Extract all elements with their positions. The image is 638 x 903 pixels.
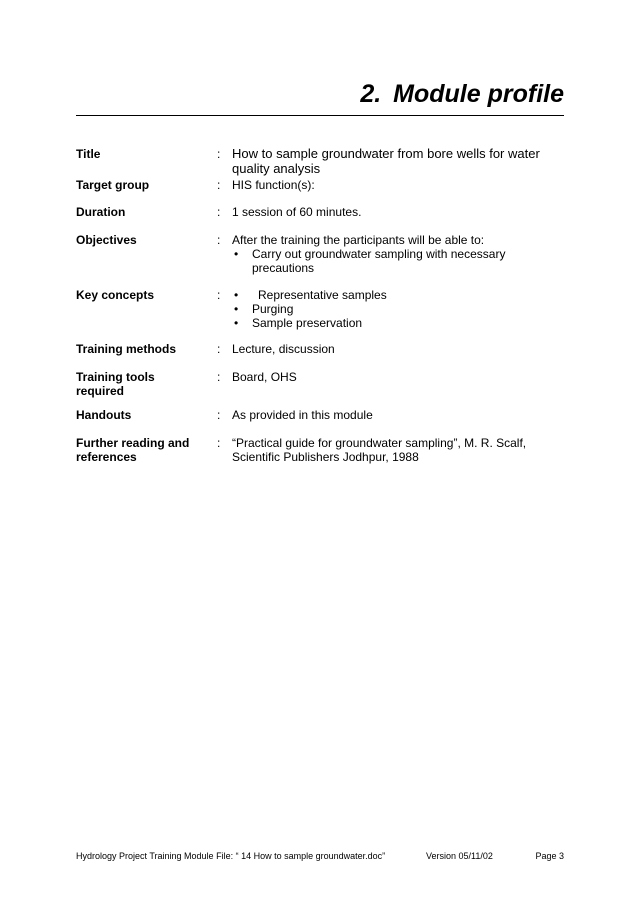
footer-page-number: Page 3 — [535, 851, 564, 861]
row-colon: : — [217, 147, 221, 161]
key-concepts-list — [232, 288, 562, 330]
row-label: Further reading and references — [76, 436, 190, 464]
row-colon: : — [217, 288, 221, 302]
row-value — [232, 233, 562, 275]
heading-title: Module profile — [393, 80, 564, 108]
row-label: Duration — [76, 205, 126, 219]
objectives-intro: After the training the participants will be able to: — [232, 233, 485, 247]
footer-version: Version 05/11/02 — [426, 851, 493, 861]
row-label: Training tools required — [76, 370, 155, 398]
page-footer — [76, 851, 564, 863]
row-value: Board, OHS — [232, 370, 297, 384]
row-value: HIS function(s): — [232, 178, 315, 192]
row-colon: : — [217, 370, 221, 384]
heading-number: 2. — [360, 80, 382, 108]
row-label: Target group — [76, 178, 150, 192]
row-label: Title — [76, 147, 101, 161]
objectives-list — [232, 247, 562, 275]
row-value: How to sample groundwater from bore wells for water quality analysis — [232, 146, 540, 176]
row-colon: : — [217, 178, 221, 192]
row-colon: : — [217, 205, 221, 219]
row-colon: : — [217, 342, 221, 356]
row-colon: : — [217, 233, 221, 247]
page-heading — [360, 80, 564, 109]
row-value: As provided in this module — [232, 408, 373, 422]
list-item: • Purging — [232, 302, 562, 316]
row-label: Handouts — [76, 408, 132, 422]
row-label: Training methods — [76, 342, 177, 356]
row-value: 1 session of 60 minutes. — [232, 205, 362, 219]
footer-file-info: Hydrology Project Training Module File: “ 14 How to sample groundwater.doc” — [76, 851, 386, 861]
list-item: • Carry out groundwater sampling with necessary precautions — [232, 247, 562, 275]
list-item: • Sample preservation — [232, 316, 562, 330]
heading-rule — [76, 115, 564, 116]
list-item: • Representative samples — [232, 288, 562, 302]
row-value: “Practical guide for groundwater sampling”, M. R. Scalf, Scientific Publishers Jodhpur, 1988 — [232, 436, 527, 464]
row-value — [232, 288, 562, 330]
row-colon: : — [217, 408, 221, 422]
row-colon: : — [217, 436, 221, 450]
row-value: Lecture, discussion — [232, 342, 335, 356]
row-label: Key concepts — [76, 288, 155, 302]
row-label: Objectives — [76, 233, 137, 247]
